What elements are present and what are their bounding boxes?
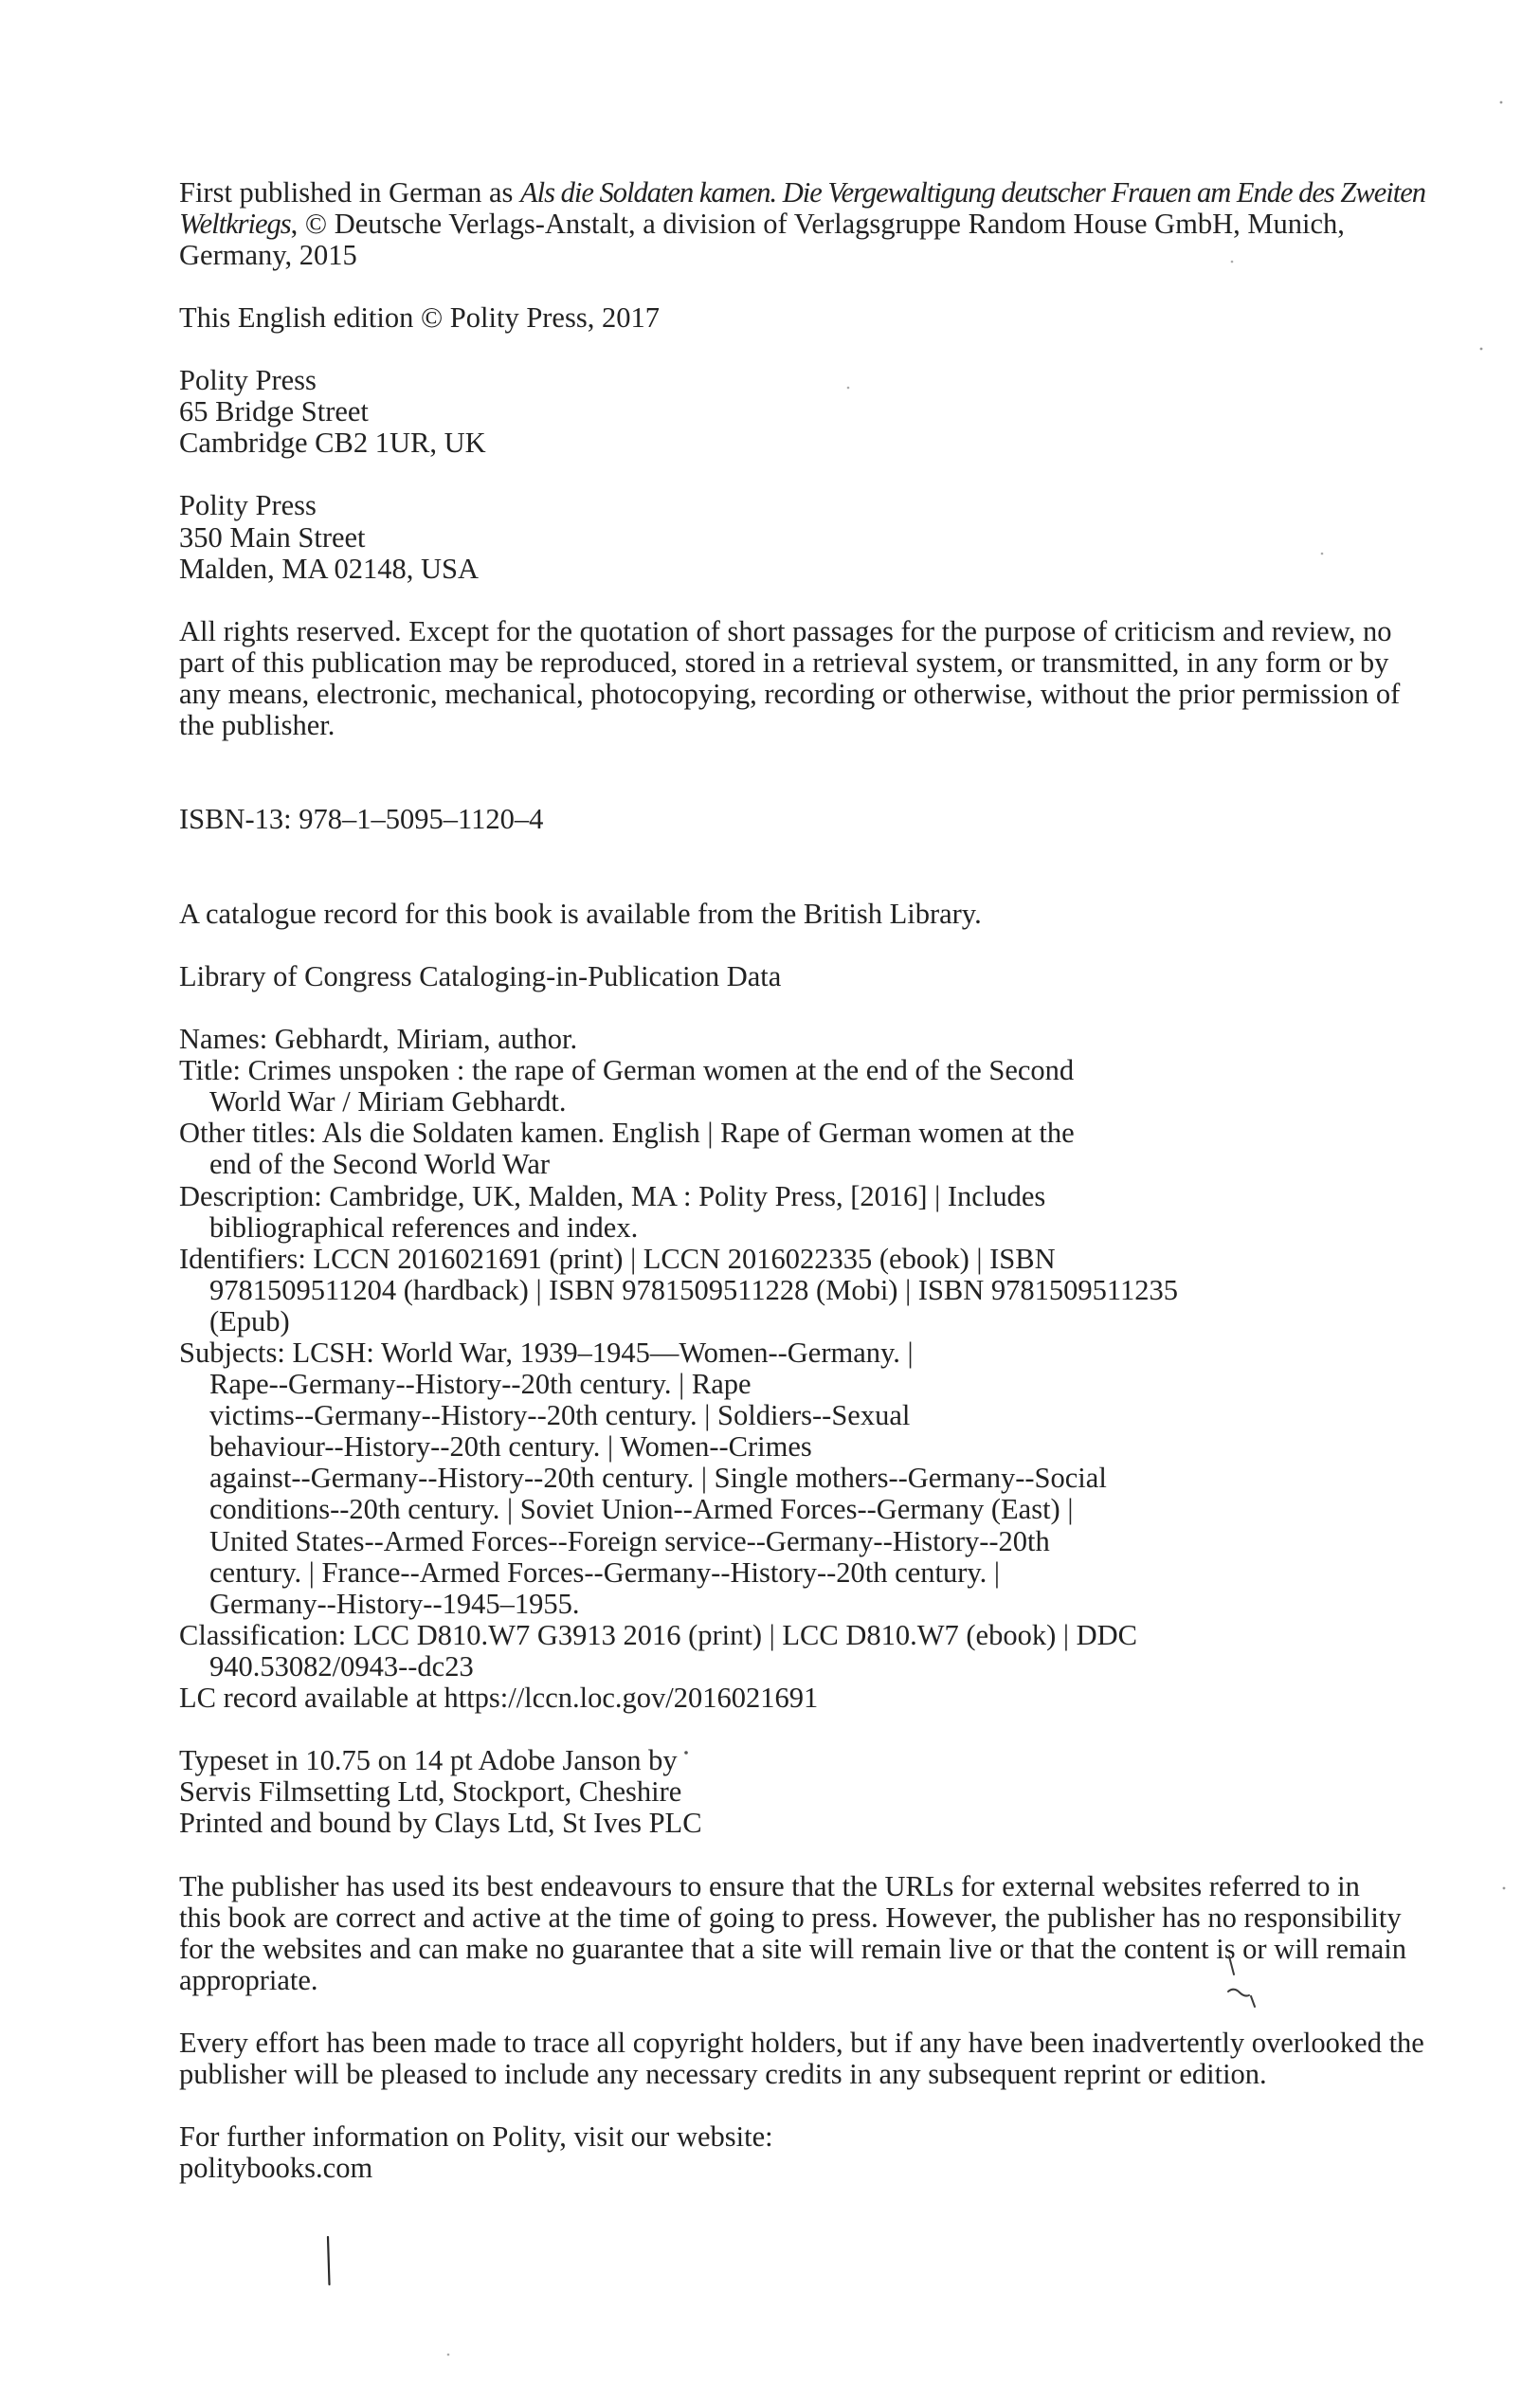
- catalogue-record-notice: [179, 899, 1525, 930]
- url-disclaimer: [179, 1871, 1525, 1996]
- english-edition-copyright: This English edition © Polity Press, 2017: [179, 300, 660, 334]
- cip-continuation-line: World War / Miriam Gebhardt.: [209, 1085, 567, 1119]
- cip-title: [179, 1055, 1525, 1118]
- cip-continuation-line: conditions--20th century. | Soviet Union--Armed Forces--Germany (East) |: [209, 1493, 1074, 1526]
- address-line: Malden, MA 02148, USA: [179, 552, 480, 585]
- production-line: Printed and bound by Clays Ltd, St Ives PLC: [179, 1807, 702, 1840]
- cip-identifiers: [179, 1244, 1525, 1337]
- cip-heading: Library of Congress Cataloging-in-Publication Data: [179, 959, 782, 992]
- address-line: 65 Bridge Street: [179, 395, 369, 428]
- disclaimer-line: The publisher has used its best endeavours to ensure that the URLs for external websites referred to in: [179, 1869, 1360, 1902]
- cip-continuation-line: bibliographical references and index.: [209, 1210, 639, 1244]
- address-line: Cambridge CB2 1UR, UK: [179, 427, 486, 460]
- rights-line: the publisher.: [179, 709, 335, 742]
- cip-continuation-line: century. | France--Armed Forces--Germany--History--20th century. |: [209, 1555, 1000, 1589]
- first-published-line: [179, 209, 1525, 240]
- cip-line: Other titles: Als die Soldaten kamen. English | Rape of German women at the: [179, 1117, 1075, 1150]
- scan-mark: [328, 2237, 330, 2284]
- cip-continuation-line: United States--Armed Forces--Foreign service--Germany--History--20th: [209, 1524, 1050, 1557]
- disclaimer-line: appropriate.: [179, 1963, 318, 1996]
- cip-continuation-line: victims--Germany--History--20th century. | Soldiers--Sexual: [209, 1399, 911, 1432]
- cip-classification: [179, 1620, 1525, 1683]
- rights-reserved-notice: [179, 616, 1525, 741]
- first-published-notice: [179, 177, 1525, 271]
- disclaimer-line: this book are correct and active at the time of going to press. However, the publisher has no responsibility: [179, 1901, 1402, 1934]
- cip-heading-block: [179, 961, 1525, 992]
- cip-continuation-line: end of the Second World War: [209, 1148, 551, 1181]
- isbn: ISBN-13: 978–1–5095–1120–4: [179, 803, 544, 836]
- copyright-holders-line: Every effort has been made to trace all copyright holders, but if any have been inadvertently overlooked the: [179, 2027, 1424, 2060]
- cip-line: Description: Cambridge, UK, Malden, MA : Polity Press, [2016] | Includes: [179, 1179, 1046, 1212]
- further-information: [179, 2121, 1525, 2184]
- cip-line: Title: Crimes unspoken : the rape of German women at the end of the Second: [179, 1054, 1075, 1087]
- address-line: 350 Main Street: [179, 520, 366, 554]
- copyright-holders-line: publisher will be pleased to include any necessary credits in any subsequent reprint or edition.: [179, 2058, 1267, 2091]
- original-german-title: Als die Soldaten kamen. Die Vergewaltigung deutscher Frauen am Ende des Zweiten: [520, 175, 1426, 209]
- disclaimer-line: for the websites and can make no guarantee that a site will remain live or that the content is or will remain: [179, 1932, 1406, 1965]
- address-line: Polity Press: [179, 364, 317, 397]
- publisher-address-us: [179, 490, 1525, 584]
- cip-continuation-line: Germany--History--1945–1955.: [209, 1587, 580, 1620]
- cip-subjects: [179, 1337, 1525, 1620]
- cip-names: [179, 1024, 1525, 1055]
- cip-continuation-line: against--Germany--History--20th century. | Single mothers--Germany--Social: [209, 1462, 1107, 1495]
- first-published-line: [179, 177, 1525, 209]
- first-published-prefix: First published in German as: [179, 175, 521, 209]
- scan-speck: [1500, 101, 1503, 104]
- cip-lc-record: [179, 1683, 1525, 1714]
- cip-data: [179, 1024, 1525, 1714]
- cip-continuation-line: Rape--Germany--History--20th century. | Rape: [209, 1368, 752, 1401]
- cip-continuation-line: (Epub): [209, 1304, 290, 1337]
- cip-line: Names: Gebhardt, Miriam, author.: [179, 1023, 578, 1056]
- cip-other-titles: [179, 1118, 1525, 1180]
- production-line: Typeset in 10.75 on 14 pt Adobe Janson by: [179, 1744, 678, 1777]
- cip-line: Classification: LCC D810.W7 G3913 2016 (print) | LCC D810.W7 (ebook) | DDC: [179, 1618, 1137, 1651]
- cip-description: [179, 1181, 1525, 1244]
- production-credits: [179, 1745, 1525, 1839]
- first-published-place-year: Germany, 2015: [179, 238, 357, 271]
- publisher-address-uk: [179, 365, 1525, 459]
- imprint-text-block: [179, 177, 1525, 2185]
- british-library-notice: A catalogue record for this book is available from the British Library.: [179, 897, 982, 930]
- rights-line: All rights reserved. Except for the quotation of short passages for the purpose of criticism and review, no: [179, 614, 1392, 647]
- original-german-title-end: Weltkriegs: [179, 207, 291, 240]
- rights-line: part of this publication may be reproduced, stored in a retrieval system, or transmitted, in any form or by: [179, 646, 1389, 679]
- cip-continuation-line: behaviour--History--20th century. | Women--Crimes: [209, 1430, 812, 1464]
- address-line: Polity Press: [179, 489, 317, 522]
- english-edition-notice: [179, 302, 1525, 334]
- rights-line: any means, electronic, mechanical, photocopying, recording or otherwise, without the prior permission of: [179, 678, 1401, 710]
- copyright-holders-notice: [179, 2028, 1525, 2090]
- original-copyright-holder: , © Deutsche Verlags-Anstalt, a division of Verlagsgruppe Random House GmbH, Munich,: [290, 207, 1345, 240]
- cip-continuation-line: 9781509511204 (hardback) | ISBN 9781509511228 (Mobi) | ISBN 9781509511235: [209, 1273, 1179, 1306]
- further-information-text: For further information on Polity, visit our website:: [179, 2120, 773, 2154]
- lc-record-line: LC record available at https://lccn.loc.gov/2016021691: [179, 1682, 819, 1714]
- isbn-block: [179, 804, 1525, 835]
- publisher-website: politybooks.com: [179, 2152, 373, 2185]
- cip-line: Subjects: LCSH: World War, 1939–1945—Women--Germany. |: [179, 1336, 914, 1369]
- production-line: Servis Filmsetting Ltd, Stockport, Cheshire: [179, 1775, 682, 1809]
- cip-line: Identifiers: LCCN 2016021691 (print) | LCCN 2016022335 (ebook) | ISBN: [179, 1242, 1056, 1275]
- cip-continuation-line: 940.53082/0943--dc23: [209, 1649, 474, 1683]
- scan-speck: [447, 2354, 450, 2356]
